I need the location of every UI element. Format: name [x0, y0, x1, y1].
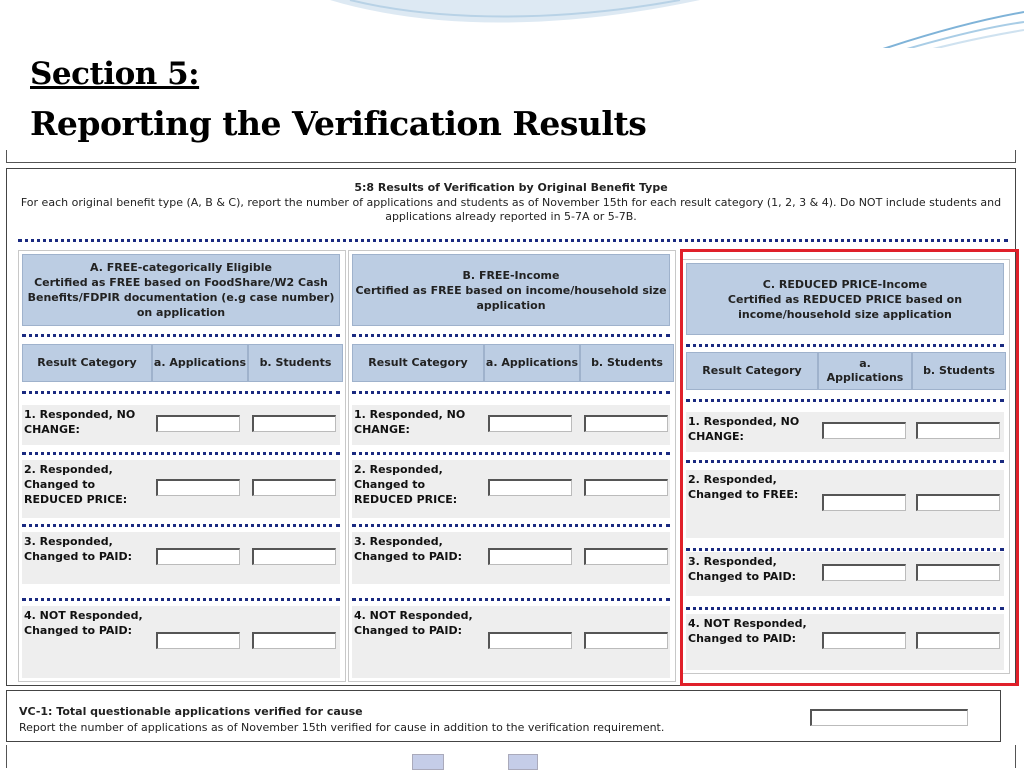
- result-category-label: 3. Responded, Changed to PAID:: [24, 535, 133, 563]
- vc1-input[interactable]: [810, 709, 968, 726]
- dotted-rule: [686, 344, 1004, 347]
- column-header-result-category: Result Category: [22, 344, 152, 382]
- dotted-rule: [18, 239, 1008, 242]
- result-category-label: 1. Responded, NO CHANGE:: [688, 415, 800, 443]
- slide-title-line1: Section 5:: [30, 56, 200, 92]
- column-header-result-category: Result Category: [352, 344, 484, 382]
- result-category-label: 1. Responded, NO CHANGE:: [24, 408, 136, 436]
- column-header-students: b. Students: [580, 344, 674, 382]
- applications-input[interactable]: [488, 632, 572, 649]
- dotted-rule: [352, 334, 670, 337]
- dotted-rule: [352, 524, 670, 527]
- applications-input[interactable]: [488, 548, 572, 565]
- result-category-label: 2. Responded, Changed to REDUCED PRICE:: [354, 463, 458, 506]
- vc1-description: Report the number of applications as of November 15th verified for cause in addition to the verification requirement.: [19, 721, 665, 734]
- applications-input[interactable]: [822, 422, 906, 439]
- panel-header-title: C. REDUCED PRICE-Income: [762, 277, 928, 291]
- panel-header-title: B. FREE-Income: [462, 268, 560, 282]
- dotted-rule: [22, 524, 340, 527]
- dotted-rule: [352, 598, 670, 601]
- dotted-rule: [352, 452, 670, 455]
- result-category-label: 3. Responded, Changed to PAID:: [688, 555, 797, 583]
- students-input[interactable]: [584, 415, 668, 432]
- panel-header-subtitle: Certified as FREE based on FoodShare/W2 Cash Benefits/FDPIR documentation (e.g case number) on application: [27, 276, 335, 319]
- result-category-label: 4. NOT Responded, Changed to PAID:: [354, 609, 473, 637]
- applications-input[interactable]: [156, 479, 240, 496]
- panel-header-subtitle: Certified as FREE based on income/household size application: [355, 283, 667, 312]
- dotted-rule: [22, 334, 340, 337]
- dotted-rule: [352, 391, 670, 394]
- students-input[interactable]: [916, 564, 1000, 581]
- result-category-label: 4. NOT Responded, Changed to PAID:: [688, 617, 807, 645]
- applications-input[interactable]: [822, 632, 906, 649]
- students-input[interactable]: [584, 479, 668, 496]
- applications-input[interactable]: [156, 415, 240, 432]
- students-input[interactable]: [584, 632, 668, 649]
- students-input[interactable]: [916, 632, 1000, 649]
- result-category-label: 1. Responded, NO CHANGE:: [354, 408, 466, 436]
- column-header-applications: a. Applications: [152, 344, 248, 382]
- section-description: For each original benefit type (A, B & C), report the number of applications and students as of November 15th for each result category (1, 2, 3 & 4). Do NOT include students and applications already reported in 5-7A or 5-7B.: [20, 196, 1002, 223]
- applications-input[interactable]: [488, 415, 572, 432]
- students-input[interactable]: [916, 422, 1000, 439]
- dotted-rule: [686, 460, 1004, 463]
- students-input[interactable]: [916, 494, 1000, 511]
- column-header-applications: a. Applications: [818, 352, 912, 390]
- dotted-rule: [22, 391, 340, 394]
- section-title: 5:8 Results of Verification by Original Benefit Type: [354, 181, 668, 194]
- result-category-label: 2. Responded, Changed to REDUCED PRICE:: [24, 463, 128, 506]
- panel-header-subtitle: Certified as REDUCED PRICE based on income/household size application: [727, 292, 963, 321]
- panel-header: [22, 254, 340, 326]
- students-input[interactable]: [252, 632, 336, 649]
- dotted-rule: [22, 452, 340, 455]
- applications-input[interactable]: [822, 494, 906, 511]
- column-header-students: b. Students: [248, 344, 343, 382]
- column-header-applications: a. Applications: [484, 344, 580, 382]
- panel-header: [686, 263, 1004, 335]
- dotted-rule: [686, 548, 1004, 551]
- dotted-rule: [686, 607, 1004, 610]
- result-category-label: 4. NOT Responded, Changed to PAID:: [24, 609, 143, 637]
- students-input[interactable]: [584, 548, 668, 565]
- column-header-result-category: Result Category: [686, 352, 818, 390]
- previous-form-frame: [6, 150, 1016, 163]
- panel-header: [352, 254, 670, 326]
- dotted-rule: [22, 598, 340, 601]
- dotted-rule: [686, 399, 1004, 402]
- column-header-students: b. Students: [912, 352, 1006, 390]
- applications-input[interactable]: [488, 479, 572, 496]
- applications-input[interactable]: [156, 632, 240, 649]
- students-input[interactable]: [252, 415, 336, 432]
- students-input[interactable]: [252, 548, 336, 565]
- vc1-section: [6, 690, 1001, 742]
- vc1-title: VC-1: Total questionable applications verified for cause: [19, 705, 363, 718]
- result-category-label: 3. Responded, Changed to PAID:: [354, 535, 463, 563]
- panel-header-title: A. FREE-categorically Eligible: [90, 261, 272, 274]
- applications-input[interactable]: [822, 564, 906, 581]
- result-category-label: 2. Responded, Changed to FREE:: [688, 473, 799, 501]
- slide-title-line2: Reporting the Verification Results: [30, 104, 647, 143]
- applications-input[interactable]: [156, 548, 240, 565]
- students-input[interactable]: [252, 479, 336, 496]
